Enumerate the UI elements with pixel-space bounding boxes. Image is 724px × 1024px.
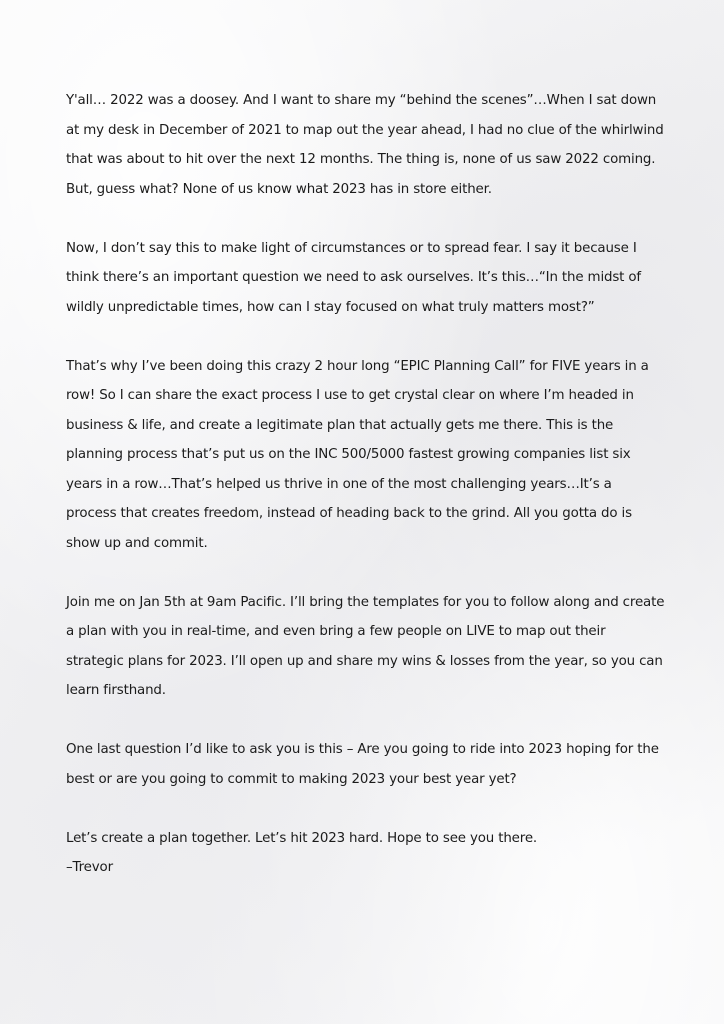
- paragraph-planning-call: That’s why I’ve been doing this crazy 2 hour long “EPIC Planning Call” for FIVE years in a row! So I can share the exact process I use to get crystal clear on where I’m headed in business & life, and create a legitimate plan that actually gets me there. This is the planning process that’s put us on the INC 500/5000 fastest growing companies list six years in a row…That’s helped us thrive in one of the most challenging years…It’s a process that creates freedom, instead of heading back to the grind. All you gotta do is show up and commit.: [66, 358, 649, 551]
- paragraph-intro: Y'all… 2022 was a doosey. And I want to share my “behind the scenes”…When I sat down at my desk in December of 2021 to map out the year ahead, I had no clue of the whirlwind that was about to hit over the next 12 months. The thing is, none of us saw 2022 coming. But, guess what? None of us know what 2023 has in store either.: [66, 93, 664, 197]
- paragraph-closing: Let’s create a plan together. Let’s hit 2023 hard. Hope to see you there.: [66, 830, 538, 846]
- signature: –Trevor: [66, 860, 113, 875]
- letter-body: [66, 86, 666, 883]
- paragraph-invitation: Join me on Jan 5th at 9am Pacific. I’ll bring the templates for you to follow along and create a plan with you in real-time, and even bring a few people on LIVE to map out their strategic plans for 2023. I’ll open up and share my wins & losses from the year, so you can learn firsthand.: [66, 594, 665, 698]
- paragraph-question: Now, I don’t say this to make light of circumstances or to spread fear. I say it because I think there’s an important question we need to ask ourselves. It’s this…“In the midst of wildly unpredictable times, how can I stay focused on what truly matters most?”: [66, 240, 642, 315]
- paragraph-last-question: One last question I’d like to ask you is this – Are you going to ride into 2023 hoping for the best or are you going to commit to making 2023 your best year yet?: [66, 742, 659, 787]
